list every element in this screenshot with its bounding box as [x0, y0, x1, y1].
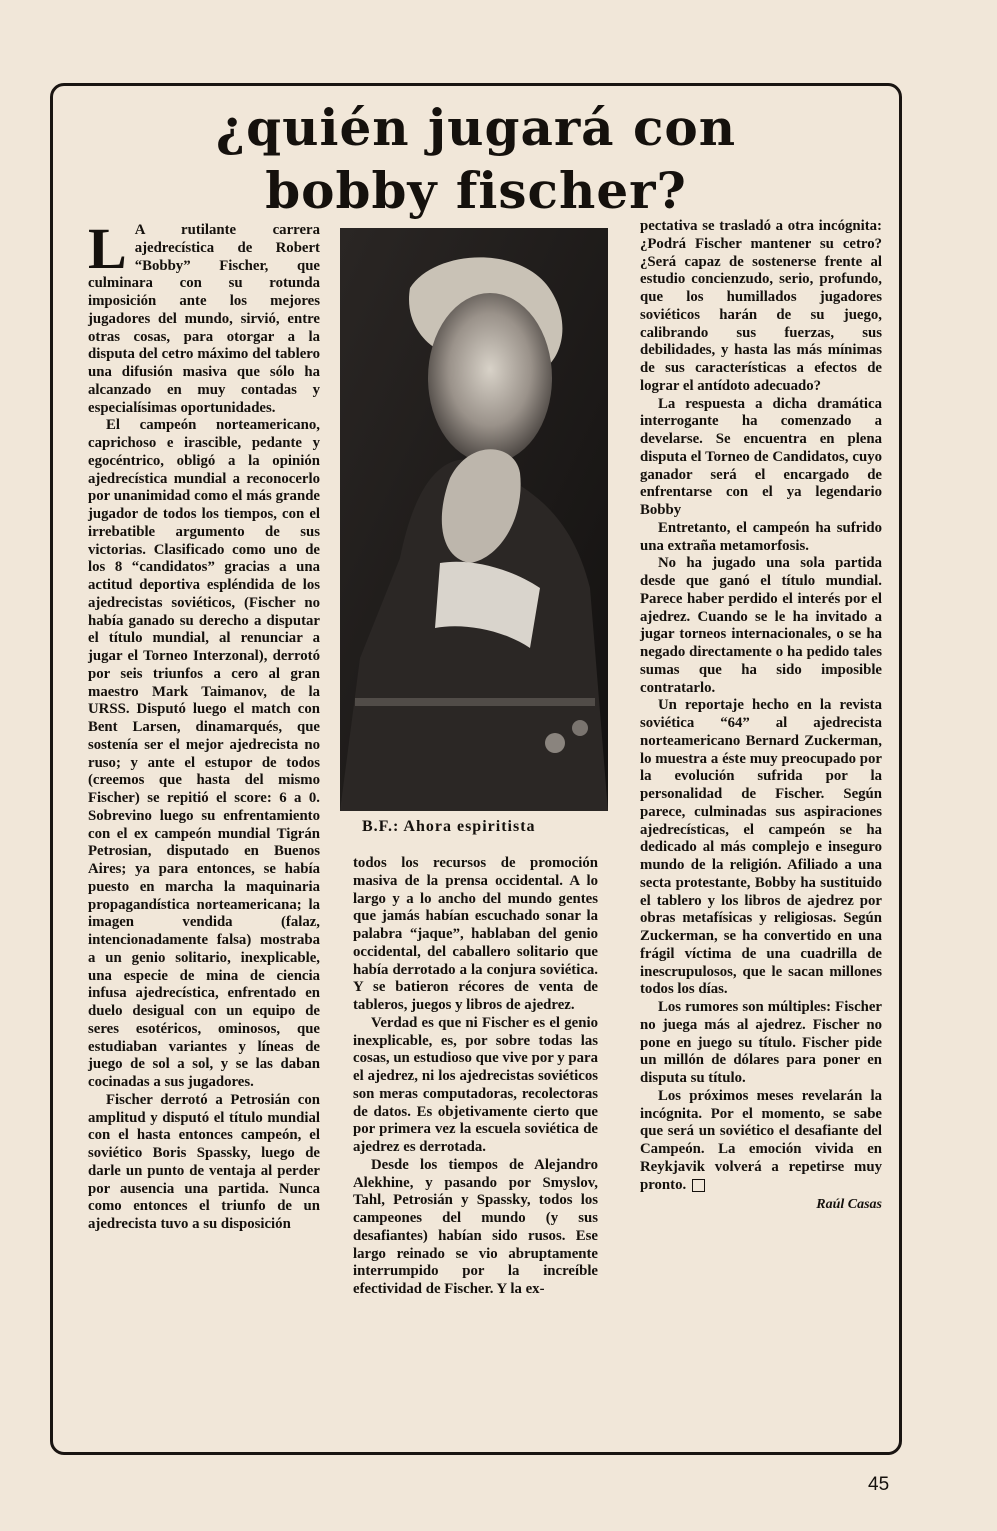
article-column-3: [640, 218, 882, 1214]
drop-cap: L: [88, 216, 127, 281]
paragraph: pectativa se trasladó a otra incógnita: ¿Podrá Fischer mantener su cetro? ¿Será capaz de sostenerse frente al estudio concienzudo, serio, profundo, que los humillados jugadores soviéticos harán de su juego, calibrando sus fuerzas, sus debilidades, y hasta las más mínimas de sus características a efectos de lograr el antídoto adecuado?: [640, 218, 882, 394]
page-number: 45: [868, 1474, 890, 1495]
paragraph: todos los recursos de promoción masiva de la prensa occidental. A lo largo y a lo ancho del mundo gentes que jamás habían escuchado sonar la palabra “jaque”, hablaban del genio occidental, del caballero solitario que había derrotado a la conjura soviética. Y se batieron récores de venta de tableros, juegos y libros de ajedrez.: [353, 855, 598, 1013]
paragraph: La respuesta a dicha dramática interrogante ha comenzado a develarse. Se encuentra en plena disputa el Torneo de Candidatos, cuyo ganador será el encargado de enfrentarse con el ya legendario Bobby: [640, 395, 882, 518]
portrait-image: [340, 228, 608, 811]
article-column-1: [88, 216, 320, 1234]
author-byline: Raúl Casas: [816, 1197, 882, 1213]
paragraph: Entretanto, el campeón ha sufrido una extraña metamorfosis.: [640, 519, 882, 554]
headline-line-2: bobby fischer?: [265, 161, 687, 220]
headline-line-1: ¿quién jugará con: [215, 98, 737, 157]
paragraph: No ha jugado una sola partida desde que ganó el título mundial. Parece haber perdido el interés por el ajedrez. Cuando se le ha invitado a jugar torneos internacionales, o se ha negado directamente o ha pedido tales sumas que ha sido imposible contratarlo.: [640, 555, 882, 696]
paragraph: L A rutilante carrera ajedrecística de Robert “Bobby” Fischer, que culminara con su rotunda imposición ante los mejores jugadores del mundo, sirvió, entre otras cosas, para otorgar a la disputa del cetro máximo del tablero una difusión masiva que sólo ha alcanzado en muy contadas y especialísimas oportunidades.: [88, 216, 320, 416]
paragraph: El campeón norteamericano, caprichoso e irascible, pedante y egocéntrico, obligó a la opinión ajedrecística mundial a reconocerlo por unanimidad como el más grande jugador de todos los tiempos, con el irrebatible argumento de sus victorias. Clasificado como uno de los 8 “candidatos” gracias a una actitud deportiva espléndida de los ajedrecistas soviéticos, (Fischer no había ganado su derecho a disputar el título mundial, al renunciar a jugar el Torneo Interzonal), derrotó por seis triunfos a cero al gran maestro Mark Taimanov, de la URSS. Disputó luego el match con Bent Larsen, dinamarqués, que sostenía ser el mejor ajedrecista no ruso; y ante el estupor de todos (creemos que hasta del mismo Fischer) se repitió el score: 6 a 0. Sobrevino luego su enfrentamiento con el ex campeón mundial Tigrán Petrosian, disputado en Buenos Aires; ya para entonces, se había puesto en marcha la maquinaria propagandística norteamericana; la imagen vendida (falaz, intencionadamente falsa) mostraba a un genio solitario, inexplicable, una especie de mina de ciencia infusa ajedrecística, enfrentado en duelo desigual con un equipo de seres esotéricos, ominosos, que estudiaban variantes y líneas de juego de sol a sol, y se las daban cocinadas a sus jugadores.: [88, 417, 320, 1090]
paragraph: Fischer derrotó a Petrosián con amplitud y disputó el título mundial con el hasta entonces campeón, el soviético Boris Spassky, luego de darle un punto de ventaja al perder por ausencia una partida. Nunca como entonces el triunfo de un ajedrecista tuvo a su disposición: [88, 1091, 320, 1232]
article-column-2: [353, 855, 598, 1299]
paragraph: Desde los tiempos de Alejandro Alekhine, y pasando por Smyslov, Tahl, Petrosián y Spassky, todos los campeones del mundo (y sus desafiantes) habían sido rusos. Ese largo reinado se vio abruptamente interrumpido por la increíble efectividad de Fischer. Y la ex-: [353, 1156, 598, 1297]
end-mark-icon: [692, 1179, 705, 1192]
fischer-photo: [340, 228, 608, 811]
paragraph: Verdad es que ni Fischer es el genio inexplicable, es, por sobre todas las cosas, un estudioso que vive por y para el ajedrez, ni los ajedrecistas soviéticos son meras computadoras, recolectoras de datos. Es objetivamente cierto que por primera vez la escuela soviética de ajedrez es derrotada.: [353, 1014, 598, 1155]
paragraph: Los rumores son múltiples: Fischer no juega más al ajedrez. Fischer no pone en juego su título. Fischer pide un millón de dólares para poner en disputa su título.: [640, 999, 882, 1086]
photo-caption: B.F.: Ahora espiritista: [362, 818, 536, 835]
paragraph: Los próximos meses revelarán la incógnita. Por el momento, se sabe que será un soviético el desafiante del Campeón. La emoción vivida en Reykjavik volverá a repetirse muy pronto.: [640, 1087, 882, 1193]
paragraph: Un reportaje hecho en la revista soviética “64” al ajedrecista norteamericano Bernard Zuckerman, lo muestra a éste muy preocupado por la evolución sufrida por la personalidad de Fischer. Según parece, culminadas sus aspiraciones ajedrecísticas, el campeón se ha dedicado al más complejo e inseguro mundo de la religión. Afiliado a una secta protestante, Bobby ha sustituido el tablero y los libros de ajedrez por obras metafísicas y religiosas. Según Zuckerman, se ha convertido en una frágil víctima de una cuadrilla de inescrupulosos, que le sacan millones todos los días.: [640, 697, 882, 998]
